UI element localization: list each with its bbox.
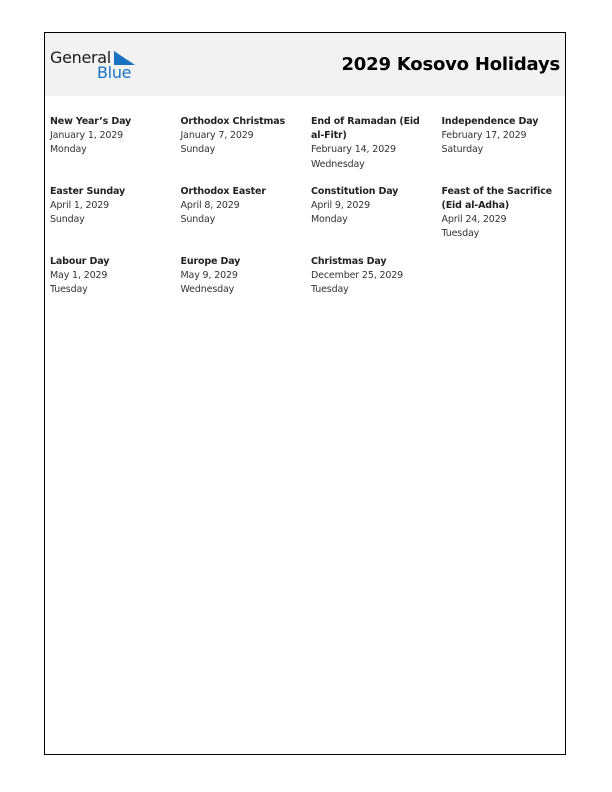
page-title: 2029 Kosovo Holidays (341, 54, 560, 75)
holiday-entry (311, 255, 442, 298)
holiday-weekday: Monday (50, 144, 87, 156)
holiday-name: New Year’s Day (50, 116, 132, 127)
holiday-entry (442, 115, 565, 172)
holiday-name: Christmas Day (311, 255, 387, 267)
logo-word-general: General (50, 48, 111, 67)
holiday-date: April 8, 2029 (180, 200, 240, 212)
header-band (45, 33, 565, 96)
holiday-date: January 1, 2029 (50, 130, 124, 142)
holiday-name: Independence Day (441, 116, 539, 127)
holiday-weekday: Tuesday (50, 284, 88, 296)
holiday-grid (50, 115, 565, 297)
holiday-name: Europe Day (180, 255, 241, 267)
holiday-weekday: Saturday (441, 144, 484, 156)
holiday-name: Labour Day (50, 255, 110, 267)
holiday-weekday: Sunday (180, 144, 216, 156)
holiday-name: Orthodox Christmas (180, 116, 285, 127)
brand-logo (50, 48, 140, 84)
holiday-date: May 9, 2029 (180, 269, 238, 281)
holiday-entry (311, 185, 442, 242)
holiday-date: February 14, 2029 (311, 144, 396, 156)
holiday-weekday: Monday (311, 214, 348, 226)
holiday-name: Feast of the Sacrifice (Eid al-Adha) (441, 185, 552, 212)
holiday-name: Orthodox Easter (180, 185, 266, 197)
holiday-date: April 1, 2029 (50, 200, 110, 212)
holiday-weekday: Sunday (50, 214, 85, 226)
holiday-weekday: Sunday (180, 214, 216, 226)
holiday-weekday: Tuesday (311, 284, 349, 296)
holiday-date: May 1, 2029 (50, 269, 108, 281)
page-frame (44, 32, 566, 755)
holiday-entry (181, 185, 312, 242)
holiday-weekday: Tuesday (441, 228, 480, 240)
holiday-entry (311, 115, 442, 172)
holiday-entry (442, 185, 565, 242)
holiday-date: February 17, 2029 (441, 130, 527, 142)
holiday-name: End of Ramadan (Eid al-Fitr) (311, 116, 420, 142)
holiday-entry (181, 115, 312, 172)
holiday-weekday: Wednesday (311, 158, 365, 170)
holiday-date: April 9, 2029 (311, 200, 371, 212)
holiday-weekday: Wednesday (180, 284, 235, 296)
holiday-date: April 24, 2029 (441, 214, 507, 226)
holiday-name: Easter Sunday (50, 185, 126, 197)
holiday-name: Constitution Day (311, 185, 399, 197)
holiday-entry (181, 255, 312, 298)
holiday-entry (50, 185, 181, 242)
holiday-entry (50, 115, 181, 172)
holiday-date: January 7, 2029 (180, 130, 254, 142)
holiday-entry (50, 255, 181, 298)
holiday-date: December 25, 2029 (311, 269, 404, 281)
logo-word-blue: Blue (97, 63, 132, 82)
